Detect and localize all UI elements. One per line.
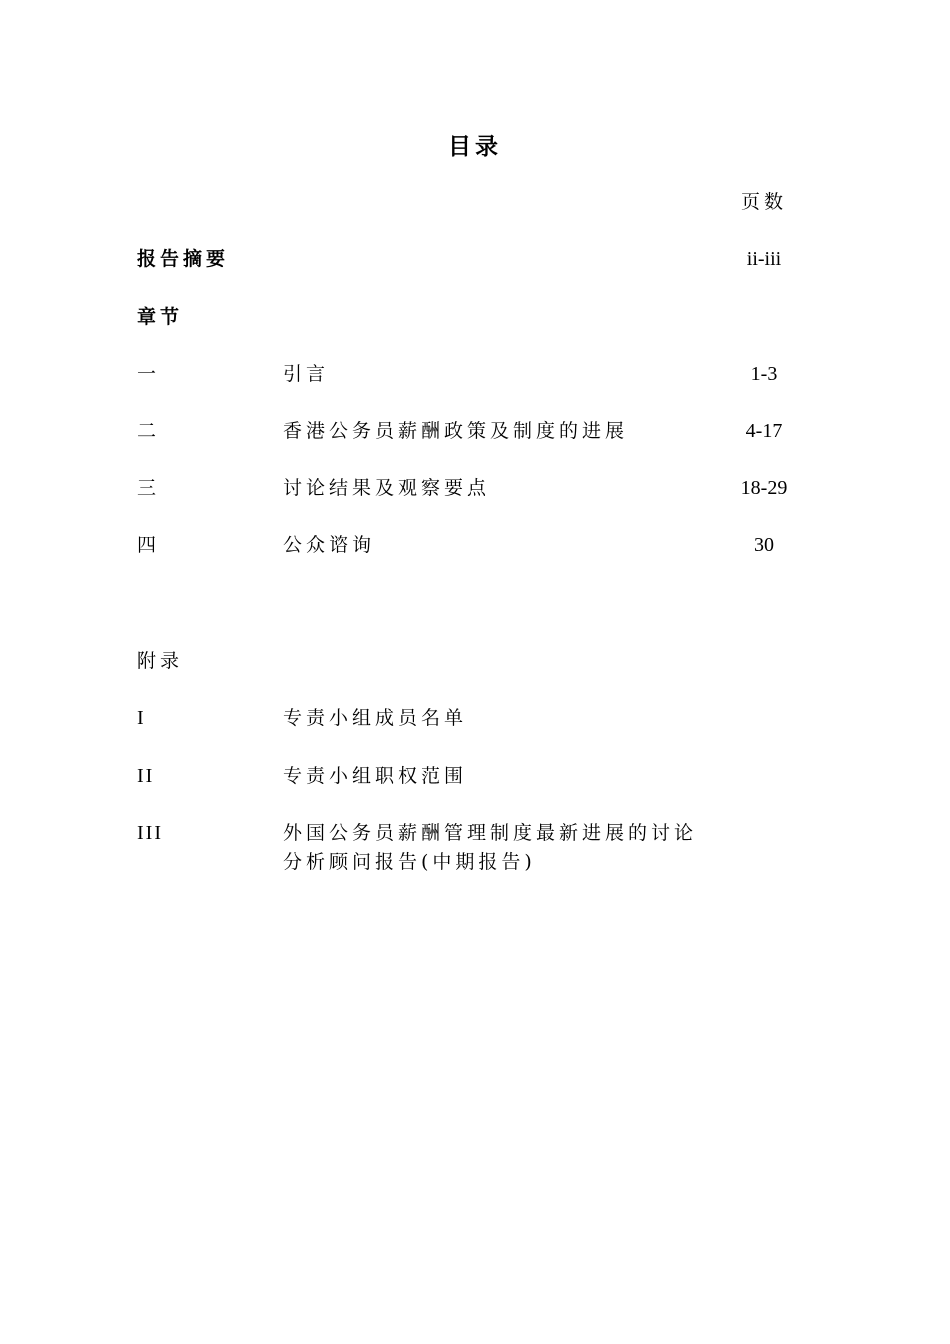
appendix-title: 专责小组成员名单: [283, 707, 468, 729]
summary-pages: ii-iii: [746, 248, 782, 270]
chapter-title: 公众谘询: [283, 534, 376, 556]
chapters-heading: 章节: [137, 306, 184, 328]
chapters-heading-row: [0, 303, 950, 333]
toc-title: 目录: [448, 133, 502, 160]
chapter-pages: 4-17: [745, 420, 783, 442]
appendix-number: II: [137, 765, 155, 787]
chapter-number: 二: [137, 420, 159, 442]
chapter-title: 讨论结果及观察要点: [283, 477, 491, 499]
chapter-row: [0, 360, 950, 390]
appendix-number: I: [137, 707, 146, 729]
chapter-row: [0, 531, 950, 561]
appendix-heading: 附录: [137, 650, 184, 672]
appendix-number: III: [137, 822, 163, 844]
summary-label: 报告摘要: [137, 248, 230, 270]
chapter-pages: 1-3: [750, 363, 778, 385]
chapter-row: [0, 474, 950, 504]
chapter-title: 香港公务员薪酬政策及制度的进展: [283, 420, 629, 442]
chapter-pages: 30: [754, 534, 774, 556]
chapter-number: 四: [137, 534, 159, 556]
appendix-heading-row: [0, 647, 950, 677]
chapter-title: 引言: [283, 363, 330, 385]
appendix-row: [0, 704, 950, 734]
chapter-pages: 18-29: [740, 477, 788, 499]
appendix-title: 外国公务员薪酬管理制度最新进展的讨论分析顾问报告(中期报告): [283, 822, 698, 873]
chapter-row: [0, 417, 950, 447]
chapter-number: 一: [137, 363, 159, 385]
chapter-number: 三: [137, 477, 159, 499]
appendix-title: 专责小组职权范围: [283, 765, 468, 787]
page-column-header: 页数: [740, 191, 787, 213]
page-column-header-row: [0, 188, 950, 218]
appendix-row: [0, 762, 950, 792]
summary-row: [0, 245, 950, 275]
appendix-row: [0, 819, 950, 883]
